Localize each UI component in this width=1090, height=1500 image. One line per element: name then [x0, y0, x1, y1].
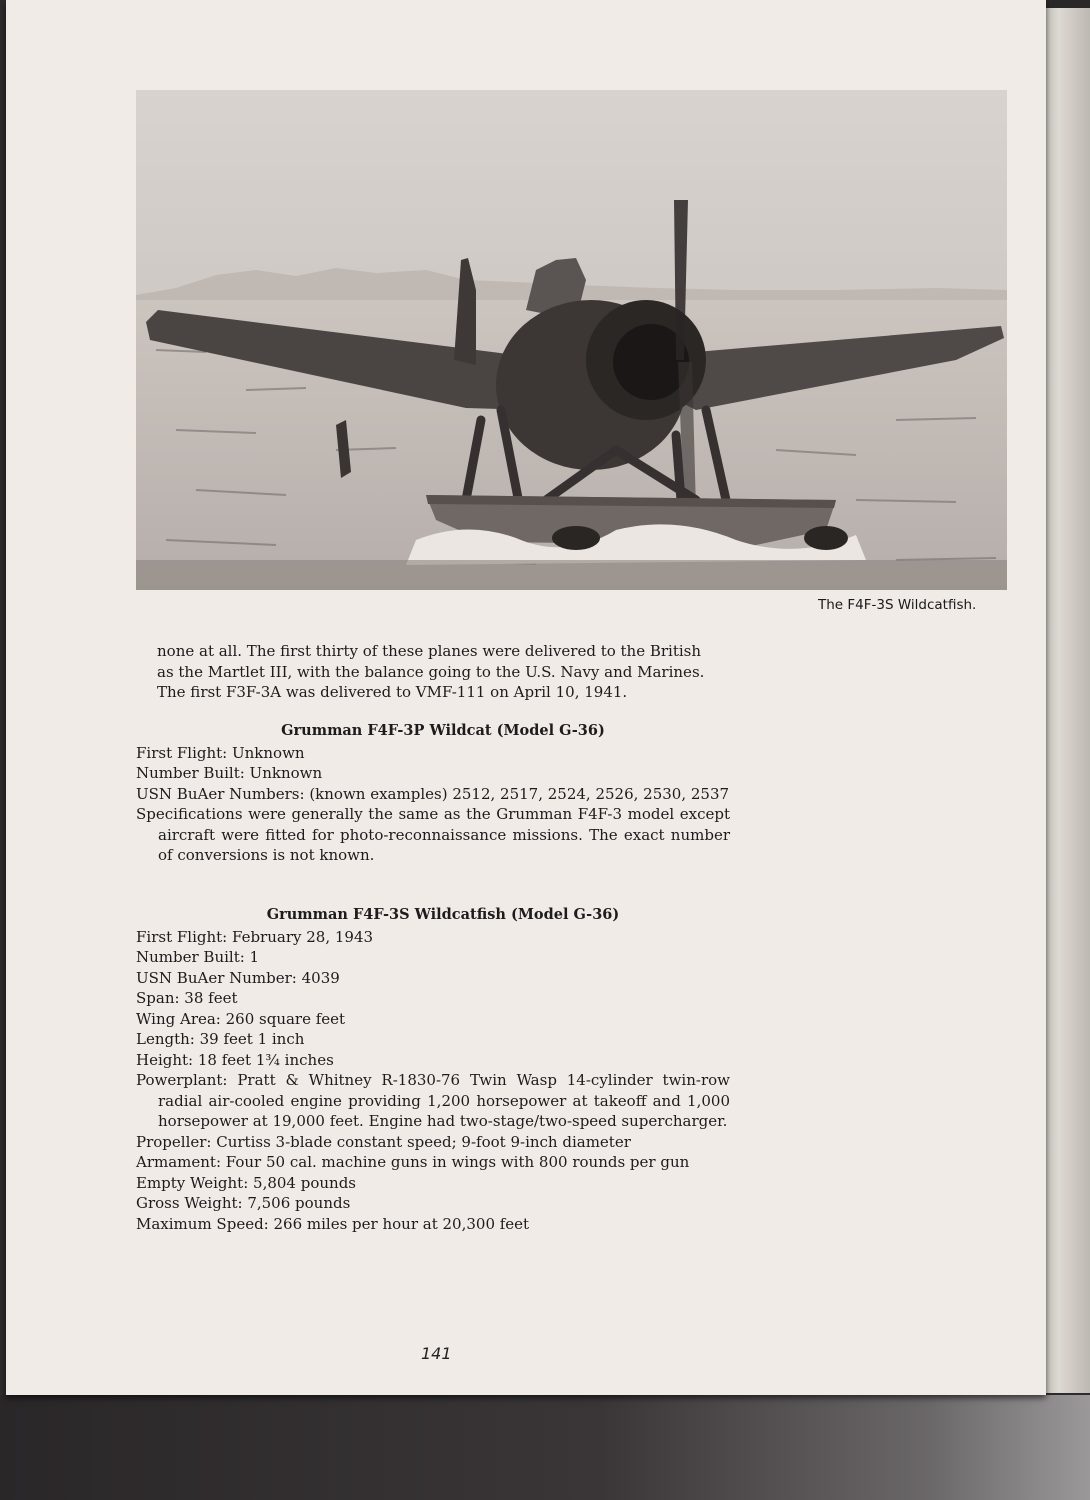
photo-caption: The F4F-3S Wildcatfish. [818, 597, 977, 613]
spec-notes: Specifications were generally the same as the Grumman F4F-3 model except aircraft were fitted for photo-reconnaissance missions. The exact number of conversions is not known. [136, 805, 730, 864]
spec-buaer-numbers: USN BuAer Numbers: (known examples) 2512, 2517, 2524, 2526, 2530, 2537 [136, 784, 730, 803]
spec-length: Length: 39 feet 1 inch [136, 1030, 305, 1048]
spec-gross-weight: Gross Weight: 7,506 pounds [136, 1194, 351, 1212]
spec-max-speed: Maximum Speed: 266 miles per hour at 20,300 feet [136, 1214, 530, 1233]
spec-wing-area: Wing Area: 260 square feet [136, 1009, 346, 1028]
spec-powerplant: Powerplant: Pratt & Whitney R-1830-76 Twin Wasp 14-cylinder twin-row radial air-cooled engine providing 1,200 horsepower at takeoff and 1,000 horsepower at 19,000 feet. Engine had two-stage/two-speed supercharger. [136, 1071, 730, 1130]
spec-number-built: Number Built: Unknown [136, 764, 323, 782]
spec-propeller: Propeller: Curtiss 3-blade constant speed; 9-foot 9-inch diameter [136, 1132, 631, 1151]
spec-buaer-number: USN BuAer Number: 4039 [136, 968, 340, 987]
page-number: 141 [421, 1344, 452, 1363]
spec-span: Span: 38 feet [136, 989, 238, 1007]
spec-armament: Armament: Four 50 cal. machine guns in wings with 800 rounds per gun [136, 1153, 690, 1171]
scanner-edge [1046, 0, 1090, 8]
section-f4f-3p [136, 721, 730, 866]
spec-empty-weight: Empty Weight: 5,804 pounds [136, 1173, 356, 1192]
intro-paragraph [157, 641, 732, 703]
spec-first-flight: First Flight: Unknown [136, 743, 305, 762]
section-heading: Grumman F4F-3S Wildcatfish (Model G-36) [266, 906, 620, 923]
section-heading: Grumman F4F-3P Wildcat (Model G-36) [281, 722, 605, 739]
section-f4f-3s [136, 905, 730, 1234]
spec-first-flight: First Flight: February 28, 1943 [136, 927, 374, 946]
intro-line: none at all. The first thirty of these planes were delivered to the British [157, 642, 702, 660]
spec-height: Height: 18 feet 1¾ inches [136, 1050, 334, 1069]
aircraft-photo [136, 90, 1007, 590]
spec-number-built: Number Built: 1 [136, 948, 260, 966]
intro-line: The first F3F-3A was delivered to VMF-111 on April 10, 1941. [157, 683, 628, 701]
scanner-background [0, 1395, 1090, 1500]
page-stack-edge [1046, 8, 1090, 1393]
intro-line: as the Martlet III, with the balance going to the U.S. Navy and Marines. [157, 662, 705, 681]
